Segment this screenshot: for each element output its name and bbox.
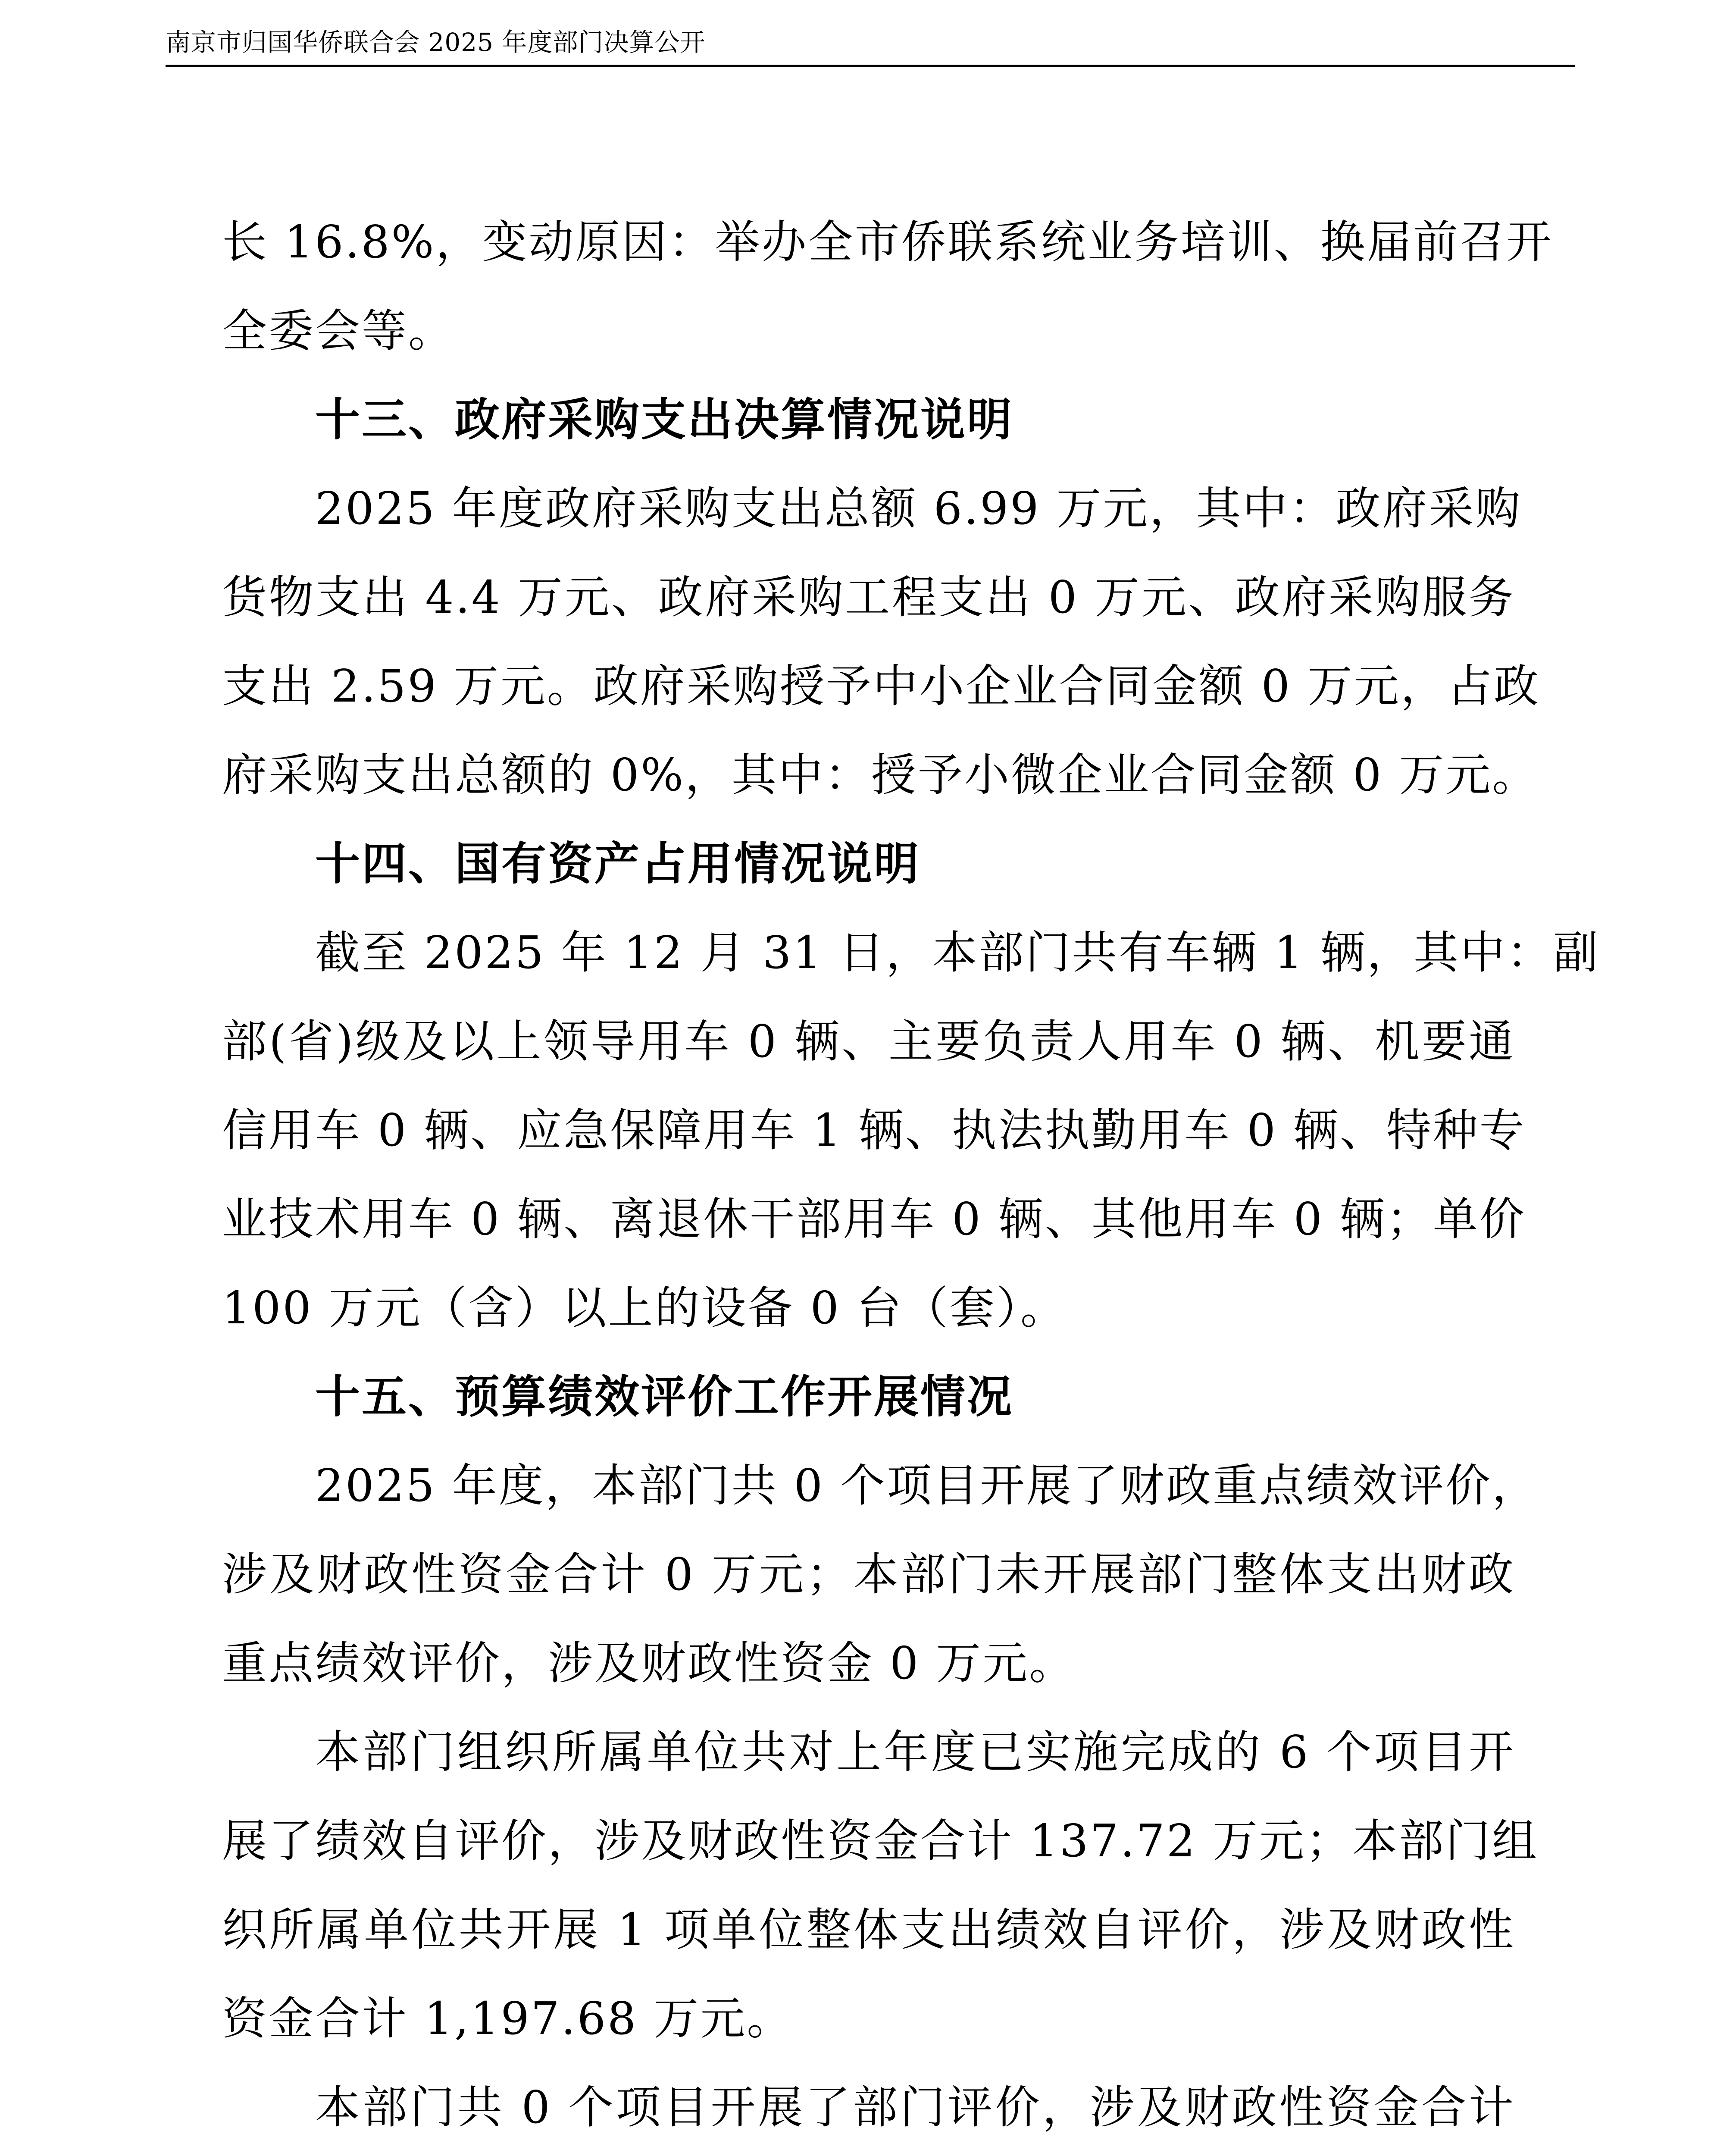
section-heading: 十三、政府采购支出决算情况说明 [315,393,1014,446]
body-line: 支出 2.59 万元。政府采购授予中小企业合同金额 0 万元，占政 [222,660,1540,712]
body-line: 全委会等。 [222,304,455,357]
body-line: 长 16.8%，变动原因：举办全市侨联系统业务培训、换届前召开 [222,216,1553,268]
body-line: 本部门共 0 个项目开展了部门评价，涉及财政性资金合计 [315,2081,1515,2134]
body-line: 货物支出 4.4 万元、政府采购工程支出 0 万元、政府采购服务 [222,571,1515,624]
header-title: 南京市归国华侨联合会 2025 年度部门决算公开 [166,28,706,57]
body-line: 本部门组织所属单位共对上年度已实施完成的 6 个项目开 [315,1726,1515,1778]
body-line: 资金合计 1,197.68 万元。 [222,1992,794,2045]
body-line: 重点绩效评价，涉及财政性资金 0 万元。 [222,1637,1076,1689]
body-line: 涉及财政性资金合计 0 万元；本部门未开展部门整体支出财政 [222,1548,1515,1601]
body-line: 府采购支出总额的 0%，其中：授予小微企业合同金额 0 万元。 [222,749,1539,801]
page-header [166,25,1575,67]
body-line: 2025 年度，本部门共 0 个项目开展了财政重点绩效评价， [315,1459,1539,1512]
body-line: 2025 年度政府采购支出总额 6.99 万元，其中：政府采购 [315,482,1522,535]
body-line: 展了绩效自评价，涉及财政性资金合计 137.72 万元；本部门组 [222,1814,1539,1867]
body-line: 部(省)级及以上领导用车 0 辆、主要负责人用车 0 辆、机要通 [222,1015,1515,1068]
body-line: 信用车 0 辆、应急保障用车 1 辆、执法执勤用车 0 辆、特种专 [222,1104,1526,1156]
document-body [222,197,1600,2152]
body-line: 业技术用车 0 辆、离退休干部用车 0 辆、其他用车 0 辆；单价 [222,1193,1526,1245]
body-line: 截至 2025 年 12 月 31 日，本部门共有车辆 1 辆，其中：副 [315,926,1600,979]
section-heading: 十五、预算绩效评价工作开展情况 [315,1370,1014,1423]
section-heading: 十四、国有资产占用情况说明 [315,837,921,890]
body-line: 100 万元（含）以上的设备 0 台（套）。 [222,1282,1067,1334]
body-line: 织所属单位共开展 1 项单位整体支出绩效自评价，涉及财政性 [222,1903,1515,1956]
